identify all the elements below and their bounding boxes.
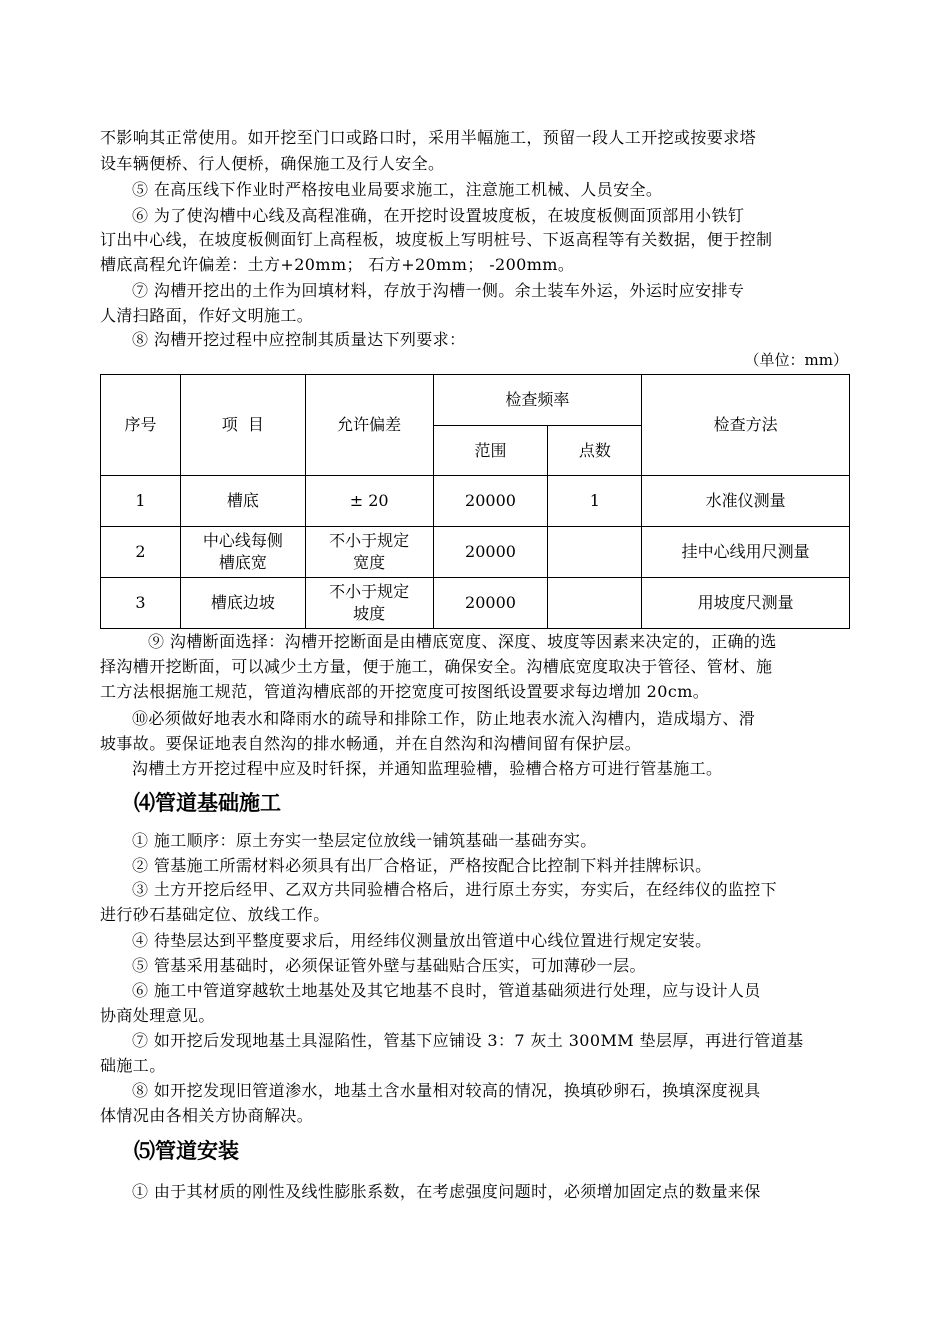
cell-item-line1: 中心线每侧: [202, 531, 283, 550]
list-item-7: ⑦ 沟槽开挖出的土作为回填材料，存放于沟槽一侧。余土装车外运，外运时应安排专: [132, 281, 745, 300]
cell-item-line2: 槽底宽: [218, 553, 267, 572]
header-item: 项 目: [180, 375, 305, 476]
cell-tolerance-line1: 不小于规定: [329, 582, 410, 601]
list-item: ② 管基施工所需材料必须具有出厂合格证，严格按配合比控制下料并挂牌标识。: [132, 856, 712, 875]
list-item-9: ⑨ 沟槽断面选择：沟槽开挖断面是由槽底宽度、深度、坡度等因素来决定的，正确的选: [148, 632, 777, 651]
paragraph-line: 协商处理意见。: [100, 1006, 215, 1025]
table-row: [101, 476, 850, 527]
header-range: 范围: [433, 426, 548, 476]
list-item-5: ⑤ 在高压线下作业时严格按电业局要求施工，注意施工机械、人员安全。: [132, 180, 663, 199]
list-item-10: ⑩必须做好地表水和降雨水的疏导和排除工作，防止地表水流入沟槽内，造成塌方、滑: [132, 709, 756, 728]
paragraph-line: 体情况由各相关方协商解决。: [100, 1106, 314, 1125]
paragraph-line: 坡事故。要保证地表自然沟的排水畅通，并在自然沟和沟槽间留有保护层。: [100, 734, 642, 753]
cell-tolerance: [305, 476, 433, 527]
header-points: 点数: [548, 426, 642, 476]
list-item: ③ 土方开挖后经甲、乙双方共同验槽合格后，进行原土夯实，夯实后，在经纬仪的监控下: [132, 880, 778, 899]
cell-range: 20000: [433, 476, 548, 527]
cell-tolerance-line1: 不小于规定: [329, 531, 410, 550]
cell-item: [180, 476, 305, 527]
list-item: ⑦ 如开挖后发现地基土具湿陷性，管基下应铺设 3：7 灰土 300MM 垫层厚，再进行管道基: [132, 1031, 804, 1050]
cell-seq: 2: [101, 527, 181, 578]
list-item: ① 由于其材质的刚性及线性膨胀系数，在考虑强度问题时，必须增加固定点的数量来保: [132, 1182, 761, 1201]
cell-seq: 3: [101, 578, 181, 629]
cell-item-text: 槽底边坡: [210, 593, 275, 612]
list-item-6: ⑥ 为了使沟槽中心线及高程准确，在开挖时设置坡度板，在坡度板侧面顶部用小铁钉: [132, 206, 745, 225]
cell-method: 挂中心线用尺测量: [642, 527, 850, 578]
cell-range: 20000: [433, 527, 548, 578]
paragraph-line: 沟槽土方开挖过程中应及时钎探，并通知监理验槽，验槽合格方可进行管基施工。: [132, 759, 723, 778]
header-seq: 序号: [101, 375, 181, 476]
list-item-8: ⑧ 沟槽开挖过程中应控制其质量达下列要求：: [132, 330, 466, 349]
header-method: 检查方法: [642, 375, 850, 476]
paragraph-line: 订出中心线，在坡度板侧面钉上高程板，坡度板上写明桩号、下返高程等有关数据，便于控制: [100, 230, 773, 249]
cell-item: [180, 527, 305, 578]
cell-tolerance-text: ± 20: [349, 491, 389, 510]
cell-item: [180, 578, 305, 629]
section-5-heading: ⑸管道安装: [134, 1139, 239, 1163]
section-4-heading: ⑷管道基础施工: [134, 791, 281, 815]
paragraph-line: 设车辆便桥、行人便桥，确保施工及行人安全。: [100, 154, 445, 173]
list-item: ⑤ 管基采用基础时，必须保证管外壁与基础贴合压实，可加薄砂一层。: [132, 956, 646, 975]
cell-range: 20000: [433, 578, 548, 629]
list-item: ⑥ 施工中管道穿越软土地基处及其它地基不良时，管道基础须进行处理，应与设计人员: [132, 981, 761, 1000]
list-item: ④ 待垫层达到平整度要求后，用经纬仪测量放出管道中心线位置进行规定安装。: [132, 931, 712, 950]
table-header-row: [101, 375, 850, 426]
cell-points: [548, 578, 642, 629]
cell-points: [548, 527, 642, 578]
paragraph-line: 不影响其正常使用。如开挖至门口或路口时，采用半幅施工，预留一段人工开挖或按要求塔: [100, 128, 757, 147]
cell-tolerance: [305, 578, 433, 629]
cell-tolerance-line2: 宽度: [353, 553, 386, 572]
quality-requirements-table: [100, 374, 850, 629]
list-item: ⑧ 如开挖发现旧管道渗水，地基土含水量相对较高的情况，换填砂卵石，换填深度视具: [132, 1081, 761, 1100]
paragraph-line: 择沟槽开挖断面，可以减少土方量，便于施工，确保安全。沟槽底宽度取决于管径、管材、施: [100, 657, 773, 676]
paragraph-line: 础施工。: [100, 1056, 166, 1075]
cell-points: 1: [548, 476, 642, 527]
cell-tolerance-line2: 坡度: [353, 604, 386, 623]
paragraph-line: 进行砂石基础定位、放线工作。: [100, 905, 330, 924]
table-row: [101, 578, 850, 629]
cell-seq: 1: [101, 476, 181, 527]
header-frequency: 检查频率: [433, 375, 642, 426]
list-item: ① 施工顺序：原土夯实一垫层定位放线一铺筑基础一基础夯实。: [132, 831, 597, 850]
cell-tolerance: [305, 527, 433, 578]
table-row: [101, 527, 850, 578]
unit-label: （单位：mm）: [744, 351, 848, 369]
paragraph-line: 人清扫路面，作好文明施工。: [100, 306, 314, 325]
cell-method: 水准仪测量: [642, 476, 850, 527]
cell-item-text: 槽底: [226, 491, 259, 510]
header-tolerance: 允许偏差: [305, 375, 433, 476]
paragraph-line: 工方法根据施工规范，管道沟槽底部的开挖宽度可按图纸设置要求每边增加 20cm。: [100, 682, 710, 701]
paragraph-line: 槽底高程允许偏差：土方+20mm； 石方+20mm； -200mm。: [100, 255, 575, 274]
cell-method: 用坡度尺测量: [642, 578, 850, 629]
